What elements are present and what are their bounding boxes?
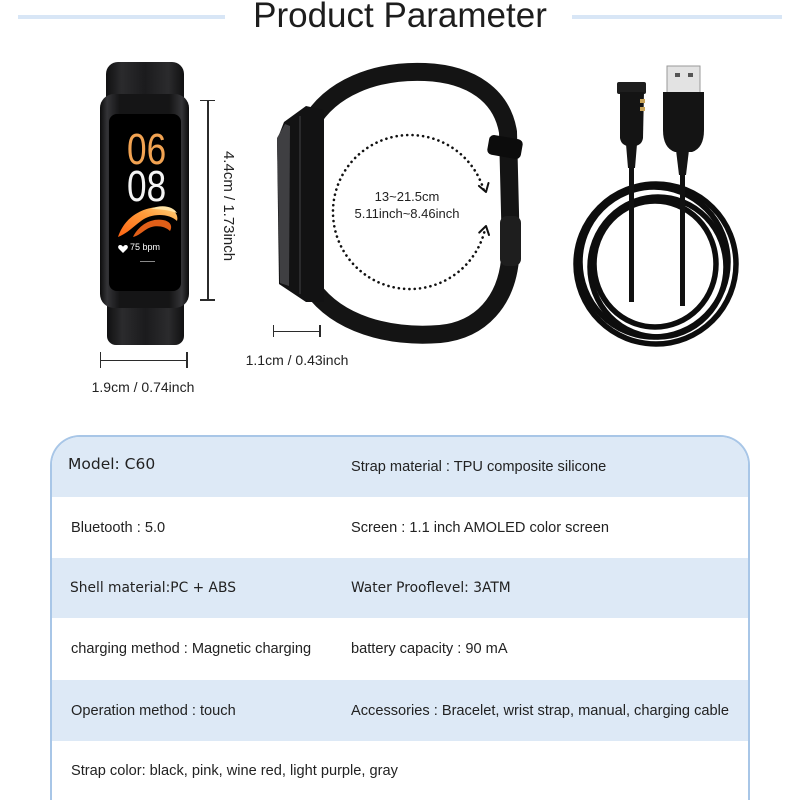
usb-plug [663, 66, 704, 175]
height-dimension-line [207, 100, 209, 300]
thickness-dimension-label: 1.1cm / 0.43inch [245, 352, 349, 368]
spec-strap-material: Strap material : TPU composite silicone [351, 459, 607, 475]
height-dimension-cap-top [200, 100, 215, 102]
heart-rate-value: 75 bpm [130, 242, 161, 252]
spec-strap-color: Strap color: black, pink, wine red, light purple, gray [71, 762, 398, 779]
spec-row [52, 558, 748, 618]
page-title: Product Parameter [253, 0, 547, 35]
arrowhead-bottom [479, 226, 489, 235]
spec-bluetooth: Bluetooth : 5.0 [71, 519, 166, 536]
spec-row [52, 437, 748, 497]
spec-row [52, 618, 748, 680]
strap-bottom-side [312, 260, 510, 335]
page-indicator [140, 261, 155, 262]
width-dimension-tick-right [186, 352, 188, 368]
heart-icon [118, 244, 128, 253]
spec-shell-material: Shell material:PC + ABS [70, 580, 236, 596]
strap-buckle [500, 216, 521, 266]
spec-battery-capacity: battery capacity : 90 mA [351, 641, 508, 657]
thickness-dimension-tick-left [273, 325, 275, 337]
cable-coil [576, 184, 736, 344]
spec-table [50, 435, 750, 800]
spec-model: Model: C60 [68, 455, 156, 473]
magnetic-clip [617, 82, 646, 168]
charging-cable-illustration [570, 60, 745, 350]
strap-range-cm: 13~21.5cm [374, 189, 440, 204]
spec-row [52, 741, 748, 800]
spec-row [52, 497, 748, 558]
thickness-dimension-line [273, 331, 320, 333]
title-rule-right [572, 15, 782, 19]
width-dimension-tick-left [100, 352, 102, 368]
height-dimension-cap-bottom [200, 299, 215, 301]
width-dimension-label: 1.9cm / 0.74inch [91, 379, 195, 395]
watch-screen [109, 114, 181, 291]
clock-hour: 06 [127, 125, 167, 174]
thickness-dimension-tick-right [319, 325, 321, 337]
strap-range-inch: 5.11inch~8.46inch [354, 206, 460, 221]
width-dimension-line [100, 360, 187, 362]
spec-water-proof-level: Water Prooflevel: 3ATM [351, 580, 511, 596]
spec-row [52, 680, 748, 741]
spec-screen: Screen : 1.1 inch AMOLED color screen [351, 519, 609, 536]
strap-top-side [310, 72, 511, 252]
arrowhead-top [479, 183, 489, 192]
spec-charging-method: charging method : Magnetic charging [71, 641, 312, 657]
watch-side-illustration [265, 62, 530, 347]
strap-keeper [487, 134, 524, 160]
spec-operation-method: Operation method : touch [71, 702, 236, 719]
clock-minute: 08 [127, 162, 167, 211]
spec-accessories: Accessories : Bracelet, wrist strap, manual, charging cable [351, 702, 729, 719]
height-dimension-label: 4.4cm / 1.73inch [220, 150, 237, 262]
